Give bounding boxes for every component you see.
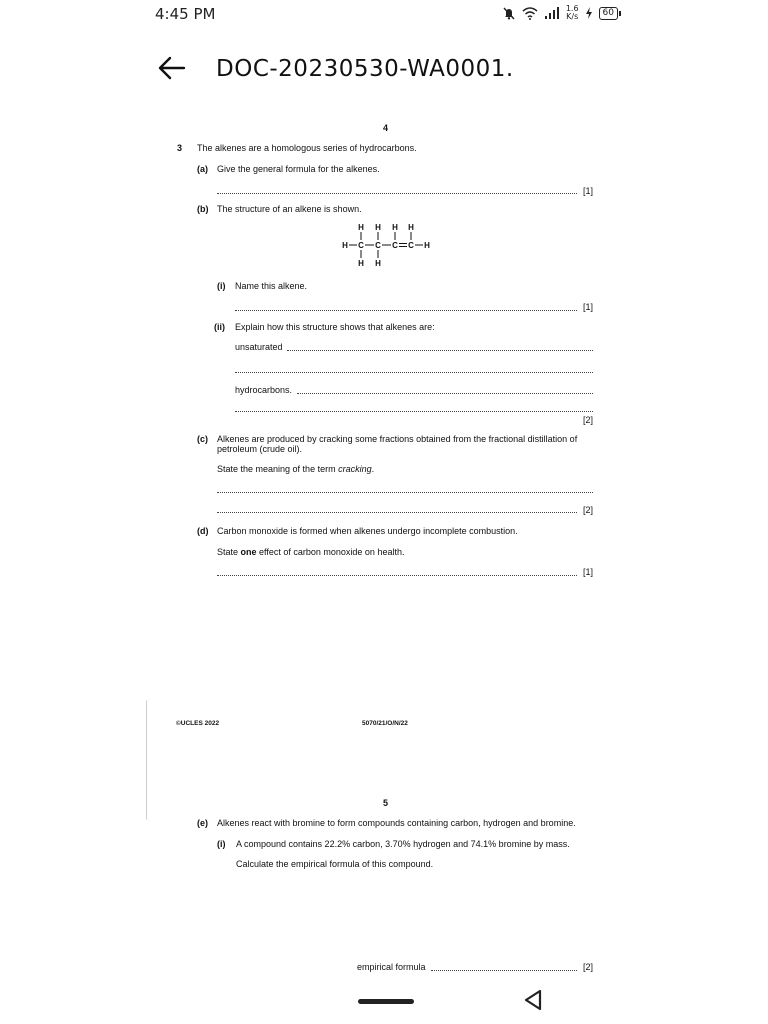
part-ei-instruction: Calculate the empirical formula of this compound. (236, 859, 434, 869)
battery-icon (599, 7, 618, 20)
question-intro: The alkenes are a homologous series of hydrocarbons. (197, 143, 417, 153)
atom-label: H (375, 223, 381, 232)
answer-line[interactable] (431, 970, 577, 971)
hydrocarbons-label: hydrocarbons. (235, 385, 293, 395)
answer-line[interactable] (235, 310, 577, 311)
part-d-instruction (217, 547, 404, 557)
atom-label: H (424, 241, 430, 250)
answer-line[interactable] (297, 393, 593, 394)
instruction-text: . (371, 464, 375, 474)
battery-level: 60 (602, 7, 614, 18)
atom-label: C (375, 241, 381, 250)
atom-label: H (358, 223, 364, 232)
empirical-formula-label: empirical formula (357, 962, 426, 972)
page-number: 5 (383, 798, 389, 808)
part-e-text: Alkenes react with bromine to form compounds containing carbon, hydrogen and bromine. (217, 818, 576, 828)
answer-line[interactable] (235, 372, 593, 373)
part-bii-text: Explain how this structure shows that alkenes are: (235, 322, 435, 332)
app-header (0, 52, 768, 92)
atom-label: H (342, 241, 348, 250)
part-c-label: (c) (197, 434, 208, 444)
net-speed-unit: K/s (566, 12, 579, 21)
instruction-text: State the meaning of the term (217, 464, 339, 474)
part-d-text: Carbon monoxide is formed when alkenes undergo incomplete combustion. (217, 526, 518, 536)
atom-label: H (358, 259, 364, 268)
answer-line[interactable] (217, 512, 577, 513)
answer-line[interactable] (235, 411, 593, 412)
home-pill-icon[interactable] (358, 999, 414, 1004)
part-bii-label: (ii) (214, 322, 225, 332)
answer-line[interactable] (217, 492, 593, 493)
nav-back-triangle-icon[interactable] (522, 988, 544, 1012)
part-d-label: (d) (197, 526, 209, 536)
wifi-icon (522, 7, 538, 20)
mute-icon (502, 6, 516, 20)
part-ei-label: (i) (217, 839, 226, 849)
signal-icon (544, 7, 560, 19)
atom-label: H (408, 223, 414, 232)
atom-label: C (408, 241, 414, 250)
mark: [2] (583, 415, 594, 425)
question-number: 3 (177, 143, 183, 153)
arrow-left-icon[interactable] (157, 54, 187, 82)
atom-label: H (375, 259, 381, 268)
status-time: 4:45 PM (155, 5, 216, 23)
footer-copyright: ©UCLES 2022 (176, 720, 220, 727)
net-speed-value: 1.6 (565, 4, 579, 13)
instruction-text: State (217, 547, 241, 557)
status-icons (502, 5, 618, 21)
status-bar (0, 0, 768, 30)
atom-label: C (392, 241, 398, 250)
footer-code: 5070/21/O/N/22 (362, 720, 408, 727)
charging-icon (585, 7, 593, 19)
navigation-bar (0, 985, 768, 1020)
page-number: 4 (383, 123, 389, 133)
part-bi-label: (i) (217, 281, 226, 291)
mark: [1] (583, 567, 594, 577)
part-c-text: Alkenes are produced by cracking some fractions obtained from the fractional distillation of petroleum (crude oil). (217, 434, 578, 454)
part-bi-text: Name this alkene. (235, 281, 308, 291)
atom-label: H (392, 223, 398, 232)
part-e-label: (e) (197, 818, 208, 828)
mark: [1] (583, 186, 594, 196)
part-ei-text: A compound contains 22.2% carbon, 3.70% hydrogen and 74.1% bromine by mass. (236, 839, 570, 849)
mark: [2] (583, 962, 594, 972)
page-edge-shadow (146, 700, 150, 820)
part-a-label: (a) (197, 164, 208, 174)
mark: [1] (583, 302, 594, 312)
answer-line[interactable] (217, 193, 577, 194)
atom-label: C (358, 241, 364, 250)
document-title: DOC-20230530-WA0001. (216, 56, 514, 82)
part-b-text: The structure of an alkene is shown. (217, 204, 362, 214)
alkene-structure-diagram (340, 222, 430, 272)
part-a-text: Give the general formula for the alkenes. (217, 164, 380, 174)
answer-line[interactable] (287, 350, 593, 351)
mark: [2] (583, 505, 594, 515)
bold-one: one (240, 547, 257, 557)
term-cracking: cracking (338, 464, 372, 474)
instruction-text: effect of carbon monoxide on health. (256, 547, 405, 557)
unsaturated-label: unsaturated (235, 342, 283, 352)
net-speed-icon (566, 5, 579, 21)
answer-line[interactable] (217, 575, 577, 576)
part-b-label: (b) (197, 204, 209, 214)
part-c-instruction (217, 464, 374, 474)
